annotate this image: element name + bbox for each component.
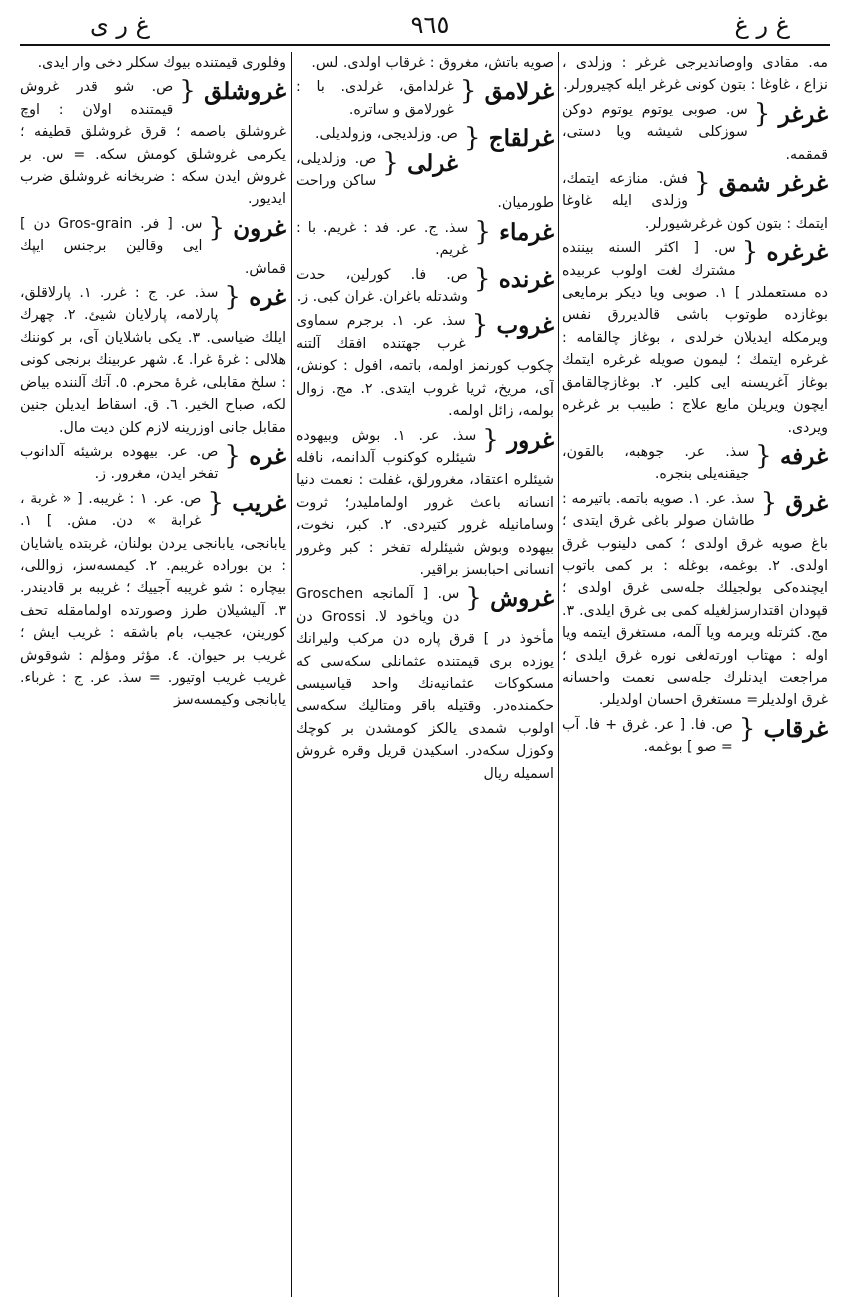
dictionary-entry [562,168,828,235]
entry-headword: غرغر شمق { [694,168,828,199]
entry-headword: غرغر { [754,99,828,130]
entry-headword: غرغره { [742,237,828,268]
entry-definition: سذ. عر. ج : غرر. ١. پارلاقلق، پارلامه، پارلایان شیئ. ٢. چهرك ایلك ضیاسى. ٣. یكى باشلایان آى، بر كوننك هلالى : غرهٔ غرا. ٤. شهر عربینك برنجى كونى : سلخ مقابلى، غرهٔ محرم. ٥. آتك آلننده بیاض لكه، صباح الخیر. ٦. ق. اسقاط ایدیلن جنین مقابل جانى اوزرینه لازم كلن دیت مال. [20,285,286,436]
entry-headword: غروشلق { [179,76,286,107]
entry-definition: ص. شو قدر غروش قیمتنده اولان : اوچ غروشلق باصمه ؛ قرق غروشلق قطیفه ؛ یكرمى غروشلق كومش سكه. = س. بر غروش ایدن سكه : ضربخانه غروشلق ضرب ایدیور. [20,79,286,208]
entry-headword: غرلى { [382,148,458,179]
entry-definition: ص. عر. بیهوده برشیئه آلدانوب تفخر ایدن، مغرور. ز. [20,443,219,483]
dictionary-entry [562,488,828,712]
dictionary-entry [296,52,554,74]
dictionary-entry [562,441,828,486]
entry-definition: س. [ آلمانجه Groschen دن ویاخود لا. Grossi دن مأخوذ در ] قرق پاره دن مركب ولیرانك یوزده برى قیمتنده عثمانلى سكه‌سى كه مسكوكات عثمانیه‌نك واحد قیاسیسى حكمنده‌در. وقتیله باقر ومتالیك سكه‌سى اولوب شمدى یالكز كومشدن بر كوچك وكوزل سكه‌در. اسكیدن قریل وقره غروش اسمیله ریال [296,586,554,782]
entry-headword: غریب { [207,488,286,519]
column-middle [296,52,554,1302]
entry-definition: س. [ اكثر السنه بیننده مشترك لغت اولوب عربیده ده مستعملدر ] ١. صوبى ویا دیكر برمایعى بوغازده طوتوب باشى قالدیررق نفس ویرمكله ایدیلان خرلدى ، بوغاز چالقامه : غرغره ایتمك ؛ لیمون صویله غرغره ایتمك بوغاز آغریسنه ایى كلیر. ٢. بوغازچالقامق ایچون ویریلن مایع علاج : طبیب بر غرغره ویردى. [562,240,828,436]
dictionary-entry [562,237,828,439]
dictionary-entry [20,52,286,74]
entry-definition: فش. منازعه ایتمك، وزلدى ایله غاوغا ایتمك : بتون كون غرغرشیورلر. [562,171,828,232]
entry-definition: وفلورى قیمتنده بیوك سكلر دخى وار ایدى. [37,55,286,71]
dictionary-entry [296,264,554,309]
page-header [30,8,830,42]
entry-headword: غره { [224,441,286,472]
entry-headword: غره { [224,282,286,313]
entry-definition: ص. وزلدیلى، ساكن وراحت طورمیان. [296,150,554,212]
dictionary-entry [562,714,828,759]
header-rule [20,44,830,46]
entry-definition: ص. فا. [ عر. غرق + فا. آب = صو ] بوغمه. [562,716,733,756]
header-right-guide-letters: غ ر غ [734,11,790,39]
entry-headword: غرلامق { [460,76,554,107]
dictionary-entry [296,217,554,262]
column-right [562,52,828,1302]
entry-definition: ص. وزلدیجى، وزولدیلى. [314,126,458,143]
entry-definition: سذ. ج. عر. فد : غریم. با : غریم. [296,219,469,259]
dictionary-entry [296,425,554,582]
entry-headword: غرقاب { [739,714,828,745]
entry-headword: غروش { [465,583,554,614]
entry-headword: غرور { [482,425,554,456]
dictionary-entry [296,148,554,215]
entry-headword: غرون { [208,213,286,244]
entry-definition: س. صوبى يوتوم يوتوم دوكن سوزكلى شیشه ویا دستى، قمقمه. [562,101,828,163]
entry-definition: سذ. عر. جوهبه، بالقون، جیقنه‌یلى بنجره. [562,443,750,483]
dictionary-entry [562,52,828,97]
dictionary-entry [20,441,286,486]
entry-headword: غرنده { [474,264,554,295]
header-left-guide-letters: غ ر ى [90,11,150,39]
entry-definition: سذ. عر. ١. برجرم سماوى غرب جهتنده افقك آلتنه چكوب كورنمز اولمه، باتمه، افول : كونش، آى، مریخ، ثریا غروب ایتدى. ٢. مج. زوال بولمه، زائل اولمه. [296,313,554,420]
column-left [20,52,286,1302]
entry-definition: غرلدامق، غرلدى. با : غورلامق و ساتره. [296,79,454,118]
entry-definition: سذ. عر. ١. بوش وبیهوده شیئلره كوكنوب آلدانمه، نافله شیئلره اعتقاد، مغرورلق، غفلت : نعمت دنیا انسانه باعث غرور اولمامليدر؛ ثروت وسامانیله غرور كتیردى. ٢. كبر، نخوت، بیهوده وبوش شیئلرله تفخر : كبر وغرور انسانى احبابسز براقیر. [296,427,554,578]
entry-headword: غرماء { [474,217,554,248]
dictionary-entry [296,76,554,121]
column-divider-left [291,52,292,1297]
dictionary-entry [296,310,554,422]
dictionary-entry [562,99,828,166]
dictionary-entry [296,123,554,153]
dictionary-entry [20,213,286,280]
page-number: ٩٦٥ [410,11,450,39]
entry-definition: ص. عر. ١ : غریبه. [ « غربة ، غرابة » دن. مش. ] ١. یابانجى، یابانجى یردن بولنان، غربتده یاشایان : بن بوراده غریبم. ٢. كیمسه‌سز، زواللى، بیچاره : شو غریبه آجییك ؛ غریبه بر قادیندر. ٣. آلیشیلان طرز وصورتده اولمامقله تحف كورینن، عجیب، بام باشقه : غریب ایش ؛ غریب بر حیوان. ٤. مؤثر ومؤلم : شوقوش غریب غریب اوتیور. = سذ. عر. ج : غرباء. یابانجى وكیمسه‌سز [20,490,286,709]
entry-headword: غرفه { [755,441,828,472]
entry-definition: سذ. عر. ١. صویه باتمه. باتیرمه : طاشان صولر باغى غرق ایتدى ؛ باغ صویه غرق اولدى ؛ كمى دلینوب غرق اولدى. ٢. بوغمه، بوغله : بر كمى باتوب ایچنده‌كى بولجیلك جله‌سى غرق اولدى ؛ قپودان اقتدارسزلغیله كمى بى غرق ایلدى. ٣. مج. كثرتله ویرمه ویا آلمه، مستغرق ایتمه ویا اوله : مهتاب اورته‌لغى نوره غرق ایلدى ؛ مراجعت ایدنلرك جله‌سى نعمت واحسانه غرق اولدیلر= مستغرق احسان اولدیلر. [562,490,828,709]
entry-definition: س. [ فر. Gros-grain دن ] ایى وقالین برجنس ایپك قماش. [20,215,286,277]
entry-definition: صویه باتش، مغروق : غرقاب اولدى. لس. [311,55,554,71]
column-divider-right [558,52,559,1297]
entry-headword: غرلقاج { [464,123,554,154]
entry-definition: ص. فا. كورلین، حدت وشدتله باغران. غران كبى. ز. [296,266,468,306]
dictionary-entry [20,282,286,439]
entry-headword: غرق { [761,488,828,519]
entry-definition: مه. مقادى واوصاندیرجى غرغر : وزلدى ، نزاع ، غاوغا : بتون كونى غرغر ایله كچیرورلر. [562,55,828,94]
dictionary-entry [20,76,286,210]
entry-headword: غروب { [472,310,554,341]
dictionary-entry [296,583,554,785]
dictionary-entry [20,488,286,712]
